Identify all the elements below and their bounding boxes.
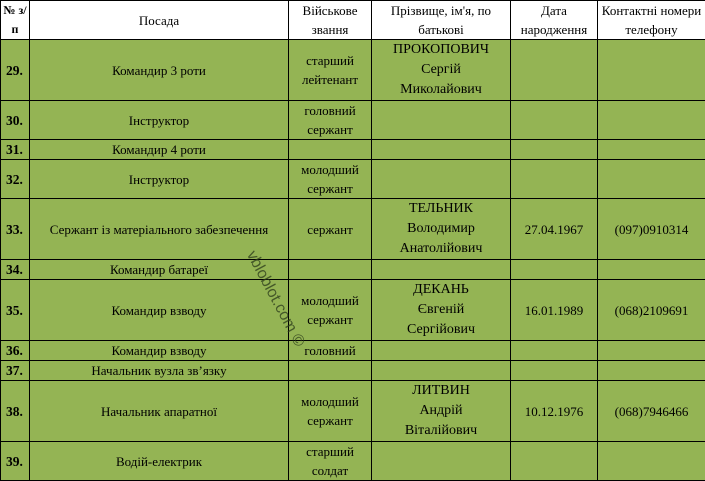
rank-line: молодший (289, 291, 371, 310)
row-position: Сержант із матеріального забезпечення (30, 199, 289, 260)
first-name: Євгеній (372, 300, 510, 320)
row-number: 33. (1, 199, 30, 260)
surname: ТЕЛЬНИК (372, 199, 510, 219)
header-rank: Військове звання (289, 1, 372, 40)
row-dob (511, 361, 598, 381)
row-number: 38. (1, 381, 30, 442)
table-row (1, 260, 705, 280)
row-rank (289, 140, 372, 160)
row-dob (511, 341, 598, 361)
row-phone (598, 361, 705, 381)
row-name (372, 140, 511, 160)
table-header-row (1, 1, 705, 40)
surname: ЛИТВИН (372, 381, 510, 401)
rank-line: молодший (289, 392, 371, 411)
row-dob (511, 260, 598, 280)
row-number: 36. (1, 341, 30, 361)
patronymic: Сергійович (372, 320, 510, 340)
header-name: Прізвище, ім'я, по батькові (372, 1, 511, 40)
first-name: Сергій (372, 60, 510, 80)
rank-line: головний (289, 101, 371, 120)
row-number: 30. (1, 101, 30, 140)
table-row (1, 101, 705, 140)
row-phone (598, 140, 705, 160)
row-name (372, 101, 511, 140)
row-position: Командир взводу (30, 341, 289, 361)
row-rank (289, 101, 372, 140)
header-dob: Дата народження (511, 1, 598, 40)
row-rank (289, 160, 372, 199)
row-number: 39. (1, 442, 30, 481)
row-position: Начальник вузла зв’язку (30, 361, 289, 381)
row-dob: 10.12.1976 (511, 381, 598, 442)
patronymic: Віталійович (372, 421, 510, 441)
row-number: 32. (1, 160, 30, 199)
row-phone: (097)0910314 (598, 199, 705, 260)
table-row (1, 341, 705, 361)
rank-line: головний (289, 341, 371, 360)
table-row (1, 442, 705, 481)
rank-line: сержант (289, 179, 371, 198)
table-row (1, 160, 705, 199)
rank-line: солдат (289, 461, 371, 480)
row-name (372, 199, 511, 260)
table-row (1, 140, 705, 160)
first-name: Андрій (372, 401, 510, 421)
row-position: Начальник апаратної (30, 381, 289, 442)
row-phone (598, 40, 705, 101)
row-rank (289, 361, 372, 381)
surname: ДЕКАНЬ (372, 280, 510, 300)
row-name (372, 40, 511, 101)
row-rank (289, 260, 372, 280)
row-name (372, 280, 511, 341)
row-rank (289, 442, 372, 481)
row-dob (511, 160, 598, 199)
row-number: 37. (1, 361, 30, 381)
table-row (1, 199, 705, 260)
patronymic: Анатолійович (372, 239, 510, 259)
row-position: Інструктор (30, 101, 289, 140)
row-rank (289, 280, 372, 341)
row-position: Командир батареї (30, 260, 289, 280)
row-name (372, 361, 511, 381)
row-phone (598, 341, 705, 361)
row-rank (289, 381, 372, 442)
header-position: Посада (30, 1, 289, 40)
row-name (372, 160, 511, 199)
table-row (1, 361, 705, 381)
row-position: Інструктор (30, 160, 289, 199)
rank-line: лейтенант (289, 70, 371, 89)
rank-line: старший (289, 442, 371, 461)
first-name: Володимир (372, 219, 510, 239)
row-dob (511, 40, 598, 101)
row-number: 34. (1, 260, 30, 280)
row-phone (598, 442, 705, 481)
row-name (372, 260, 511, 280)
row-dob (511, 101, 598, 140)
row-dob: 16.01.1989 (511, 280, 598, 341)
header-num: № з/п (1, 1, 30, 40)
table-row (1, 280, 705, 341)
header-phone: Контактні номери телефону (598, 1, 705, 40)
row-dob (511, 442, 598, 481)
row-dob (511, 140, 598, 160)
rank-line: сержант (289, 220, 371, 239)
row-rank (289, 40, 372, 101)
row-phone (598, 160, 705, 199)
row-number: 31. (1, 140, 30, 160)
surname: ПРОКОПОВИЧ (372, 40, 510, 60)
rank-line: сержант (289, 411, 371, 430)
patronymic: Миколайович (372, 80, 510, 100)
row-number: 35. (1, 280, 30, 341)
rank-line: старший (289, 51, 371, 70)
row-rank (289, 341, 372, 361)
row-name (372, 442, 511, 481)
row-dob: 27.04.1967 (511, 199, 598, 260)
row-position: Командир 4 роти (30, 140, 289, 160)
row-position: Командир 3 роти (30, 40, 289, 101)
row-rank (289, 199, 372, 260)
row-number: 29. (1, 40, 30, 101)
row-position: Командир взводу (30, 280, 289, 341)
row-name (372, 341, 511, 361)
row-phone: (068)7946466 (598, 381, 705, 442)
table-row (1, 381, 705, 442)
rank-line: сержант (289, 120, 371, 139)
row-name (372, 381, 511, 442)
row-phone (598, 101, 705, 140)
watermark: vbloblot.com © (242, 248, 308, 350)
row-phone: (068)2109691 (598, 280, 705, 341)
row-position: Водій-електрик (30, 442, 289, 481)
row-phone (598, 260, 705, 280)
rank-line: молодший (289, 160, 371, 179)
table-row (1, 40, 705, 101)
rank-line: сержант (289, 310, 371, 329)
